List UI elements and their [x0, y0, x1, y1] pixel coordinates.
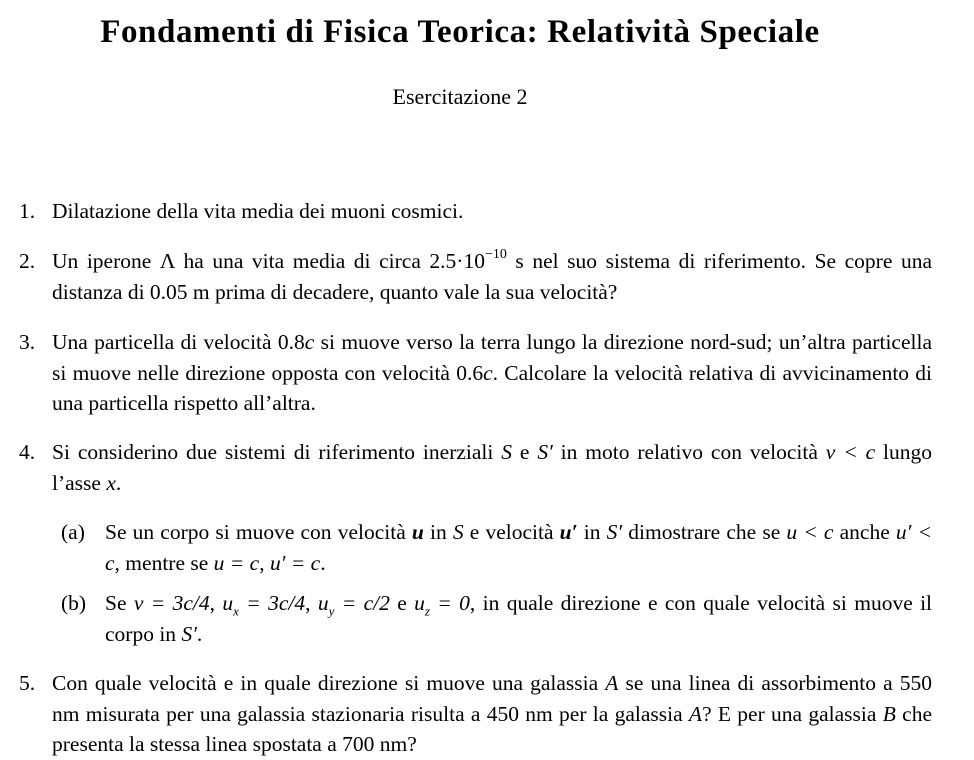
exercise-text: dimostrare che se — [622, 520, 787, 544]
exercise-text: . Calcolare la velocità relativa di avvicinamento di una particella rispetto all’altra. — [52, 360, 932, 415]
exercise-text: , — [259, 550, 270, 575]
exercise-text: Se un corpo si muove con velocità — [105, 520, 412, 544]
exercise-text: lungo l’asse — [52, 440, 932, 495]
exercise-2 — [19, 246, 932, 307]
exercise-text: Si considerino due sistemi di riferimento inerziali — [52, 440, 502, 464]
exponent: −10 — [484, 246, 507, 262]
exercise-text: , — [305, 591, 318, 615]
math-S: S — [501, 440, 513, 464]
math-expr: u < c — [786, 520, 834, 544]
math-S: S — [452, 520, 464, 544]
exercise-text: si muove verso la terra lungo la direzione nord-sud; un’altra particella si muove nelle direzione opposta con velocità 0.6 — [52, 330, 932, 385]
exercise-text: in — [423, 520, 453, 544]
math-uz: u — [414, 591, 425, 615]
exercise-text: e — [389, 591, 415, 615]
exercise-number: 4. — [19, 440, 36, 464]
math-ux: u — [222, 591, 234, 615]
subitem-label: (a) — [61, 520, 85, 544]
math-S-prime: S′ — [181, 621, 197, 646]
exercise-text: Se — [105, 591, 134, 615]
exercise-4b — [61, 588, 933, 649]
exercise-1 — [19, 196, 932, 227]
exercise-text: e velocità — [463, 520, 560, 544]
exercise-text: . — [115, 470, 122, 495]
exercise-text: Con quale velocità e in quale direzione si muove una galassia — [52, 671, 606, 695]
math-A: A — [605, 671, 619, 695]
exercise-4 — [19, 437, 932, 498]
math-S-prime: S′ — [606, 520, 623, 544]
exercise-text: . — [320, 550, 326, 575]
exercise-number: 1. — [19, 199, 36, 223]
math-c: c — [304, 330, 315, 354]
exercise-text: anche — [833, 520, 896, 544]
exercise-text: , — [209, 591, 223, 615]
math-vector-u: u — [411, 520, 424, 544]
math-expr: u′ = c — [269, 550, 321, 575]
math-uy: u — [317, 591, 329, 615]
exercise-text: se una linea di assorbimento a 550 nm misurata per una galassia stazionaria risulta a 450 nm per la galassia — [52, 671, 932, 726]
exercise-text: Dilatazione della vita media dei muoni cosmici. — [52, 199, 464, 223]
exercise-number: 3. — [19, 330, 36, 354]
math-S-prime: S′ — [537, 440, 553, 464]
exercise-text: in moto relativo con velocità — [552, 440, 826, 464]
math-expr: v = 3c/4 — [133, 591, 210, 615]
math-x: x — [106, 470, 116, 495]
exercise-number: 5. — [19, 671, 36, 695]
math-expr: u = c — [213, 550, 260, 575]
exercise-text: , in quale direzione e con quale velocità si muove il corpo in — [105, 591, 933, 646]
exercise-text: , mentre se — [114, 550, 214, 575]
math-B: B — [882, 701, 896, 726]
exercise-4a — [61, 517, 932, 578]
math-expr: u′ < c — [105, 520, 932, 575]
exercise-text: e — [512, 440, 538, 464]
math-expr: = 0 — [429, 591, 470, 615]
math-vector-u-prime: u′ — [559, 520, 578, 544]
exercise-text: in — [577, 520, 607, 544]
math-c: c — [483, 360, 493, 385]
document-subtitle: Esercitazione 2 — [392, 84, 528, 109]
exercise-text: ? E per una galassia — [702, 701, 883, 726]
math-A: A — [688, 701, 703, 726]
math-expr: = 3c/4 — [238, 591, 306, 615]
exercise-text: Un iperone Λ ha una vita media di circa 2.5·10 — [52, 249, 485, 273]
math-condition: v < c — [825, 440, 876, 464]
exercise-text: . — [196, 621, 203, 646]
exercise-text: che presenta la stessa linea spostata a 700 nm? — [52, 701, 932, 756]
subscript-y: y — [328, 603, 335, 619]
exercise-text: s nel suo sistema di riferimento. Se copre una distanza di 0.05 m prima di decadere, quanto vale la sua velocità? — [52, 249, 932, 304]
subscript-z: z — [424, 603, 430, 619]
subitem-label: (b) — [61, 591, 87, 615]
exercise-3 — [19, 327, 932, 419]
math-expr: = c/2 — [334, 591, 390, 615]
subscript-x: x — [233, 603, 239, 619]
document-title: Fondamenti di Fisica Teorica: Relatività Speciale — [100, 14, 820, 50]
exercise-number: 2. — [19, 249, 36, 273]
exercise-text: Una particella di velocità 0.8 — [52, 330, 305, 354]
exercise-5 — [19, 668, 932, 760]
